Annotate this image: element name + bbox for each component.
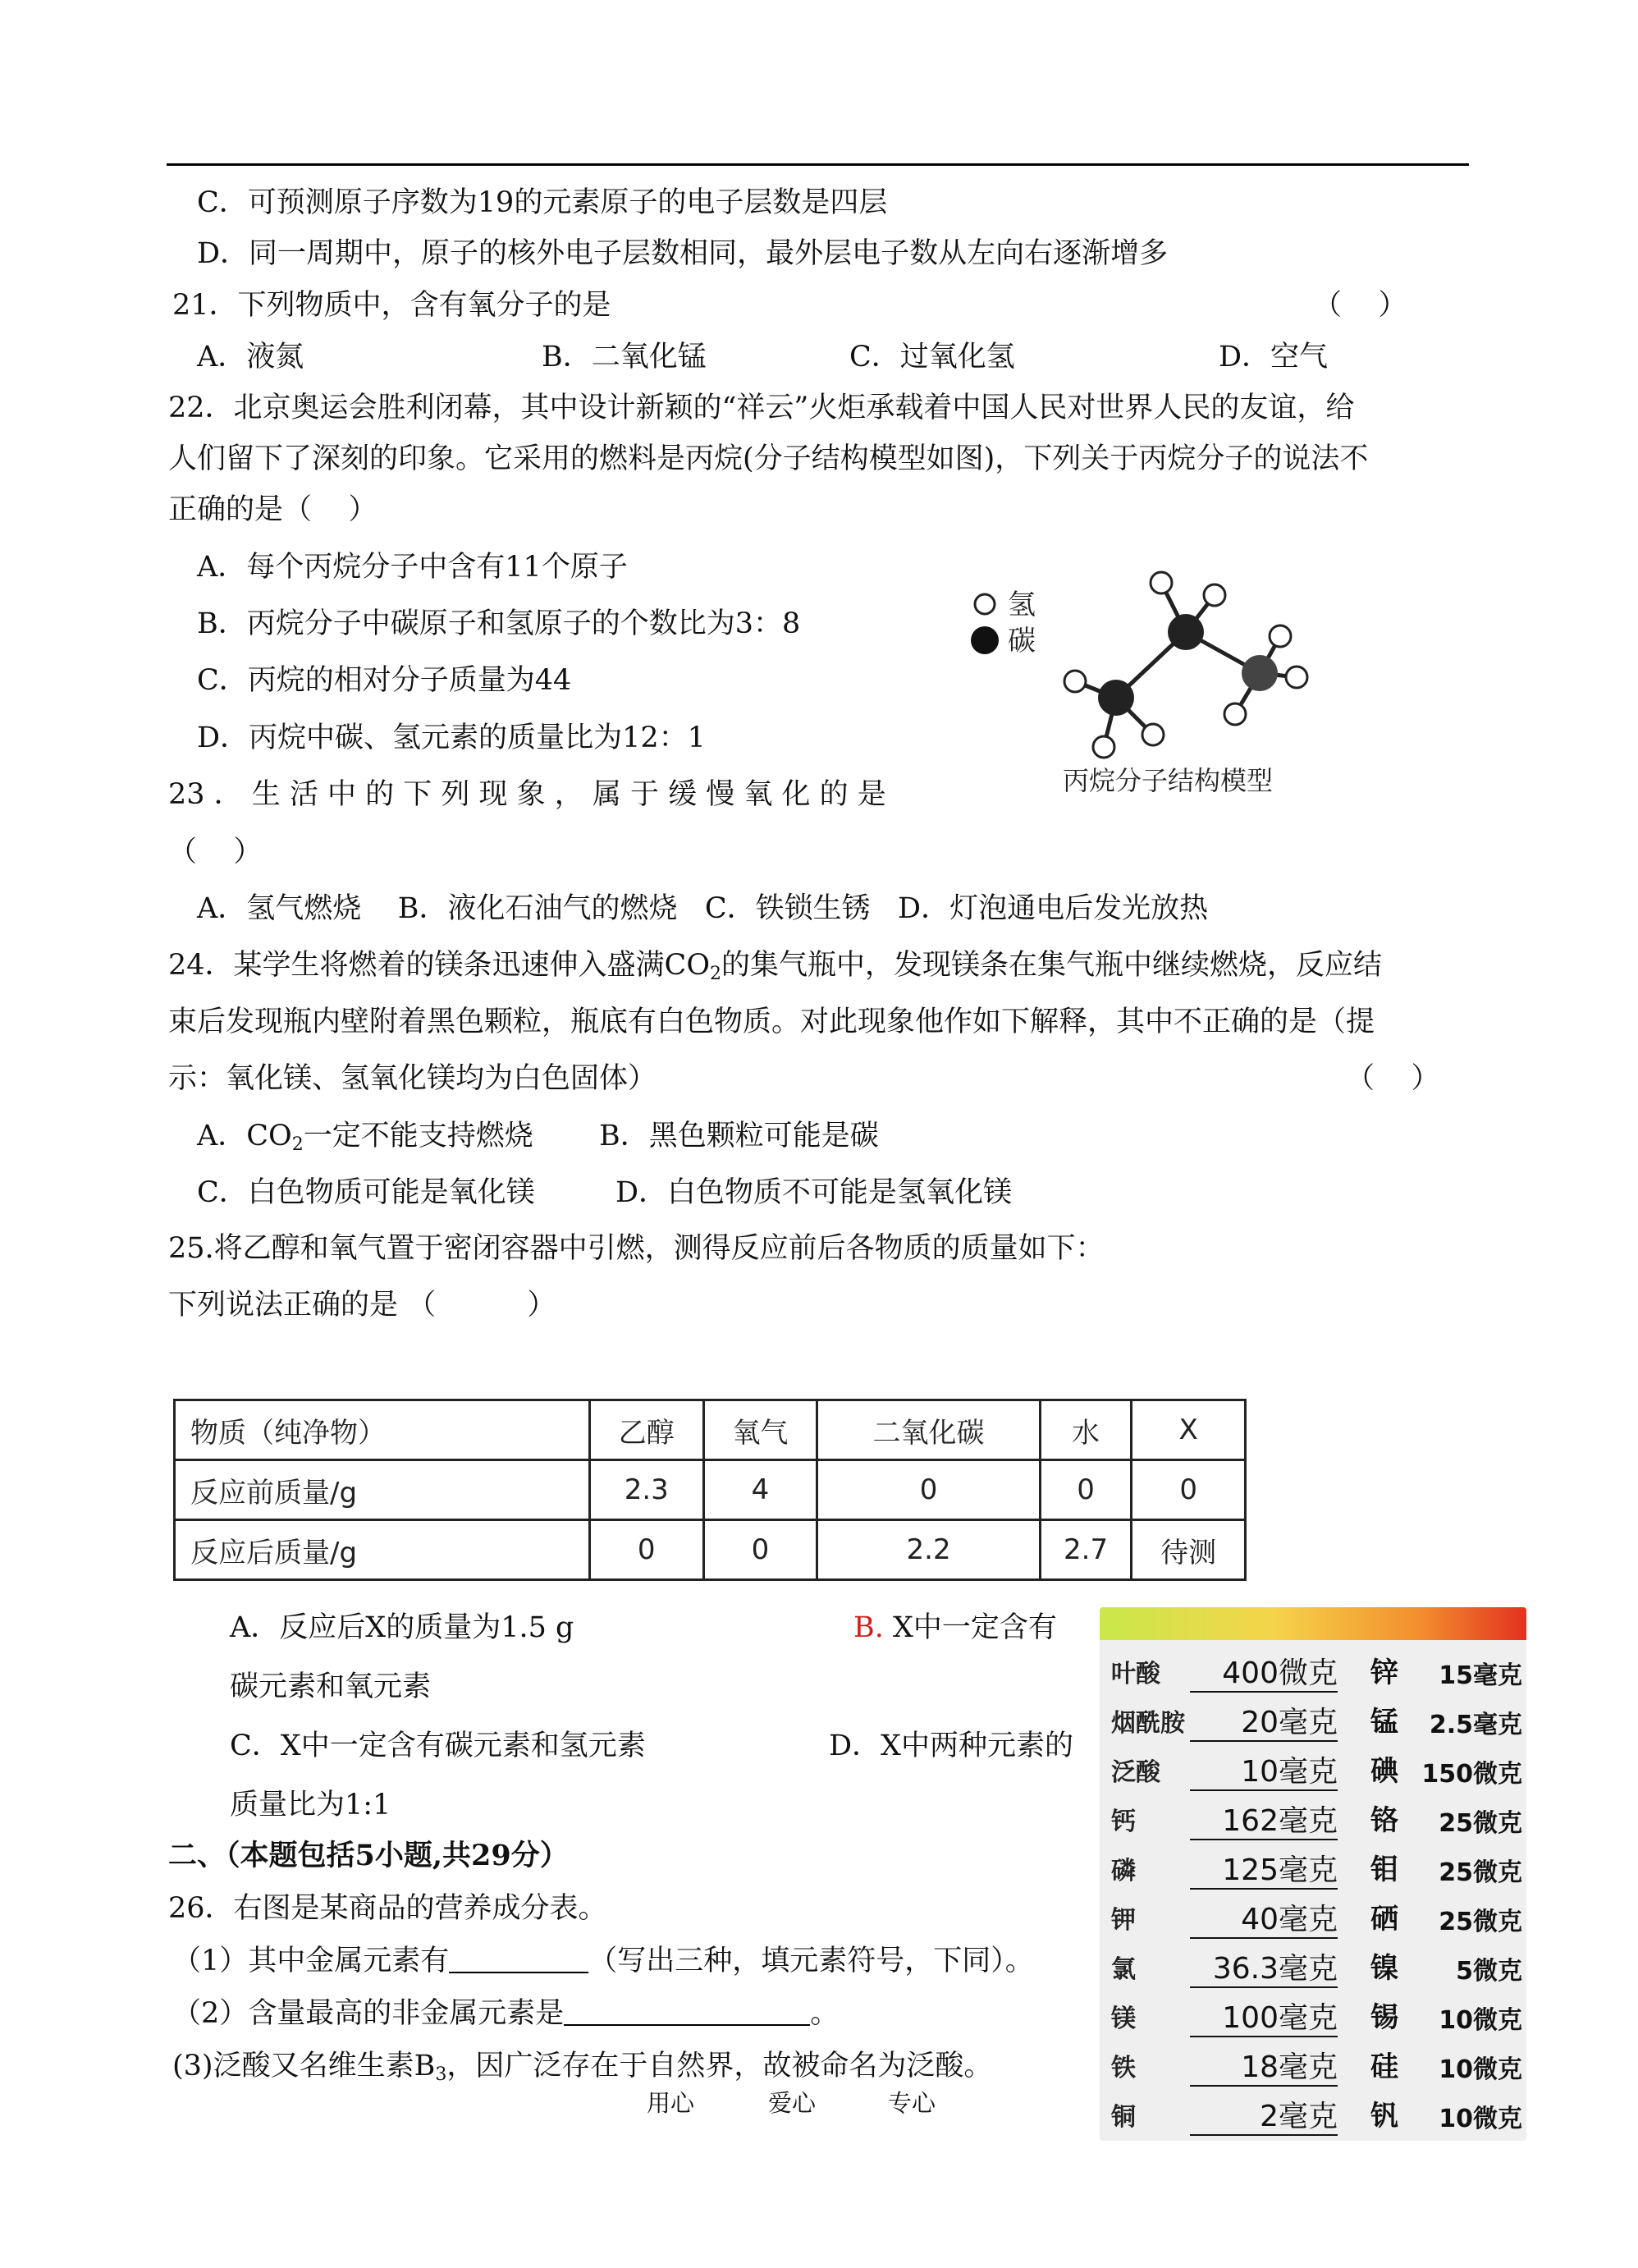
nutrition-name-right: 碘 bbox=[1370, 1755, 1398, 1788]
nutrition-name-left: 铁 bbox=[1111, 2054, 1136, 2082]
nutrition-name-left: 氯 bbox=[1111, 1955, 1136, 1984]
table-header-cell: 二氧化碳 bbox=[817, 1400, 1041, 1460]
q22-stem-line3: 正确的是（ ） bbox=[168, 493, 377, 526]
q22-option-c: C．丙烷的相对分子质量为44 bbox=[197, 664, 572, 697]
table-header-cell: 水 bbox=[1040, 1400, 1131, 1460]
nutrition-name-left: 钙 bbox=[1111, 1808, 1136, 1836]
table-cell: 2.7 bbox=[1040, 1520, 1131, 1580]
nutrition-row bbox=[1100, 2087, 1526, 2137]
q24-answer-paren: （ ） bbox=[1346, 1062, 1440, 1095]
legend-carbon-label: 碳 bbox=[1008, 625, 1036, 657]
nutrition-facts-image bbox=[1100, 1607, 1526, 2141]
q24-stem-line2: 束后发现瓶内壁附着黑色颗粒，瓶底有白色物质。对此现象他作如下解释，其中不正确的是（提 bbox=[168, 1006, 1375, 1038]
footer-word-1: 用心 bbox=[647, 2089, 695, 2117]
table-cell: 4 bbox=[703, 1460, 817, 1520]
carbon-atom-2 bbox=[1168, 614, 1204, 650]
table-cell: 0 bbox=[817, 1460, 1041, 1520]
table-cell: 0 bbox=[1040, 1460, 1131, 1520]
q25-option-c: C．X中一定含有碳元素和氢元素 bbox=[230, 1730, 646, 1762]
q22-option-d: D．丙烷中碳、氢元素的质量比为12：1 bbox=[197, 722, 706, 754]
nutrition-name-left: 叶酸 bbox=[1111, 1660, 1160, 1688]
q25-option-b-letter: B. bbox=[853, 1611, 884, 1644]
q26-part2-blank[interactable] bbox=[564, 1996, 810, 2026]
nutrition-value-left: 18毫克 bbox=[1241, 2050, 1338, 2084]
table-cell: 2.2 bbox=[817, 1520, 1041, 1580]
nutrition-value-left: 400微克 bbox=[1222, 1656, 1338, 1690]
nutrition-name-right: 镍 bbox=[1370, 1952, 1398, 1985]
nutrition-value-left: 20毫克 bbox=[1241, 1706, 1338, 1739]
table-header-cell: 氧气 bbox=[703, 1400, 817, 1460]
q22-stem-line2: 人们留下了深刻的印象。它采用的燃料是丙烷(分子结构模型如图)，下列关于丙烷分子的说法不 bbox=[168, 442, 1369, 475]
propane-model-svg bbox=[960, 558, 1387, 804]
nutrition-value-right: 150微克 bbox=[1421, 1760, 1522, 1789]
q21-option-b: B．二氧化锰 bbox=[542, 341, 707, 373]
table-header-cell: 物质（纯净物） bbox=[175, 1400, 590, 1460]
nutrition-value-right: 25微克 bbox=[1439, 1809, 1522, 1838]
q25-ask: 下列说法正确的是 （ ） bbox=[168, 1289, 556, 1322]
q25-stem: 25.将乙醇和氧气置于密闭容器中引燃，测得反应前后各物质的质量如下： bbox=[168, 1232, 1105, 1265]
q24-option-d: D．白色物质不可能是氢氧化镁 bbox=[615, 1176, 1013, 1209]
table-row bbox=[175, 1460, 1246, 1520]
q26-stem: 26．右图是某商品的营养成分表。 bbox=[168, 1892, 607, 1925]
nutrition-row bbox=[1100, 1988, 1526, 2039]
q24-option-a: A．$CO_2$一定不能支持燃烧 bbox=[197, 1120, 533, 1155]
nutrition-name-right: 锰 bbox=[1370, 1706, 1398, 1739]
footer-word-2: 爱心 bbox=[768, 2089, 817, 2117]
nutrition-row bbox=[1100, 1791, 1526, 1842]
q21-option-d: D．空气 bbox=[1219, 341, 1329, 373]
nutrition-name-right: 钼 bbox=[1370, 1853, 1398, 1886]
table-row bbox=[175, 1520, 1246, 1580]
nutrition-value-right: 15毫克 bbox=[1439, 1661, 1522, 1690]
q25-option-d: D．X中两种元素的 bbox=[829, 1730, 1073, 1762]
nutrition-name-left: 铜 bbox=[1111, 2103, 1136, 2132]
nutrition-name-left: 烟酰胺 bbox=[1111, 1709, 1185, 1738]
q21-option-c: C．过氧化氢 bbox=[849, 341, 1015, 373]
q25-option-d-cont: 质量比为1:1 bbox=[230, 1789, 391, 1821]
legend-hydrogen-label: 氢 bbox=[1008, 589, 1036, 621]
nutrition-row bbox=[1100, 1890, 1526, 1940]
nutrition-name-right: 铬 bbox=[1370, 1804, 1398, 1837]
q20-option-c: C．可预测原子序数为19的元素原子的电子层数是四层 bbox=[197, 186, 888, 219]
figure-caption: 丙烷分子结构模型 bbox=[1063, 765, 1274, 796]
q22-option-a: A．每个丙烷分子中含有11个原子 bbox=[197, 551, 628, 584]
q24-option-c: C．白色物质可能是氧化镁 bbox=[197, 1176, 535, 1209]
nutrition-name-left: 泛酸 bbox=[1111, 1758, 1160, 1787]
table-header-cell: X bbox=[1132, 1400, 1246, 1460]
q23-options: A．氢气燃烧 B．液化石油气的燃烧 C．铁锁生锈 D．灯泡通电后发光放热 bbox=[197, 892, 1209, 925]
nutrition-value-left: 40毫克 bbox=[1241, 1903, 1338, 1936]
q26-part1-blank[interactable] bbox=[449, 1944, 588, 1973]
nutrition-value-left: 36.3毫克 bbox=[1212, 1952, 1338, 1986]
nutrition-name-right: 硅 bbox=[1370, 2050, 1398, 2083]
reaction-mass-table bbox=[173, 1399, 1247, 1581]
nutrition-row-underline bbox=[1190, 2134, 1338, 2136]
q22-option-b: B．丙烷分子中碳原子和氢原子的个数比为3：8 bbox=[197, 607, 801, 640]
table-cell: 反应后质量/g bbox=[175, 1520, 590, 1580]
q24-stem-line1: 24．某学生将燃着的镁条迅速伸入盛满$CO_2$的集气瓶中，发现镁条在集气瓶中继续燃烧，反应结 bbox=[168, 949, 1383, 984]
carbon-atom-1 bbox=[1098, 680, 1134, 716]
nutrition-name-right: 锡 bbox=[1370, 2001, 1398, 2034]
legend-hydrogen-swatch bbox=[975, 594, 995, 614]
q24-stem-line3: 示：氧化镁、氢氧化镁均为白色固体） bbox=[168, 1062, 657, 1095]
table-cell: 待测 bbox=[1132, 1520, 1246, 1580]
q23-answer-paren: （ ） bbox=[168, 836, 263, 868]
nutrition-row bbox=[1100, 1693, 1526, 1743]
nutrition-name-right: 钒 bbox=[1370, 2100, 1398, 2133]
nutrition-value-left: 100毫克 bbox=[1222, 2001, 1338, 2035]
nutrition-value-right: 10微克 bbox=[1439, 2105, 1522, 2133]
table-header-row bbox=[175, 1400, 1246, 1460]
q24-option-b: B．黑色颗粒可能是碳 bbox=[599, 1120, 879, 1152]
q25-option-a: A．反应后X的质量为1.5 g bbox=[230, 1611, 574, 1644]
nutrition-value-right: 10微克 bbox=[1439, 2006, 1522, 2035]
nutrition-row bbox=[1100, 1939, 1526, 1990]
q23-stem-line1: 23 ． 生 活 中 的 下 列 现 象 ， 属 于 缓 慢 氧 化 的 是 bbox=[168, 778, 886, 811]
nutrition-row bbox=[1100, 2037, 1526, 2088]
nutrition-value-right: 25微克 bbox=[1439, 1908, 1522, 1936]
nutrition-value-right: 5微克 bbox=[1456, 1957, 1522, 1986]
q26-part3: (3)泛酸又名维生素$B_3$，因广泛存在于自然界，故被命名为泛酸。 bbox=[172, 2050, 993, 2085]
nutrition-row bbox=[1100, 1840, 1526, 1891]
section-2-title: 二、（本题包括5小题,共29分） bbox=[168, 1839, 569, 1872]
nutrition-name-left: 钾 bbox=[1111, 1906, 1136, 1935]
q26-part1: （1）其中金属元素有 （写出三种，填元素符号，下同）。 bbox=[172, 1945, 1034, 1977]
nutrition-header-bar bbox=[1100, 1607, 1526, 1640]
table-cell: 反应前质量/g bbox=[175, 1460, 590, 1520]
q22-stem-line1: 22．北京奥运会胜利闭幕，其中设计新颖的“祥云”火炬承载着中国人民对世界人民的友谊，给 bbox=[168, 392, 1355, 424]
nutrition-name-left: 镁 bbox=[1111, 2005, 1136, 2033]
q21-option-a: A．液氮 bbox=[197, 341, 304, 373]
table-cell: 0 bbox=[703, 1520, 817, 1580]
q25-option-b-cont: 碳元素和氧元素 bbox=[230, 1670, 432, 1703]
nutrition-value-left: 125毫克 bbox=[1222, 1853, 1338, 1887]
q21-answer-paren: （ ） bbox=[1313, 289, 1407, 322]
q21-stem: 21．下列物质中，含有氧分子的是 bbox=[172, 289, 611, 322]
nutrition-value-left: 162毫克 bbox=[1222, 1804, 1338, 1838]
q20-option-d: D．同一周期中，原子的核外电子层数相同，最外层电子数从左向右逐渐增多 bbox=[197, 237, 1169, 270]
nutrition-name-right: 硒 bbox=[1370, 1903, 1398, 1936]
footer-word-3: 专心 bbox=[888, 2089, 936, 2117]
table-cell: 0 bbox=[589, 1520, 703, 1580]
table-cell: 2.3 bbox=[589, 1460, 703, 1520]
legend-carbon-swatch bbox=[971, 626, 999, 654]
nutrition-name-left: 磷 bbox=[1111, 1857, 1136, 1885]
nutrition-value-left: 10毫克 bbox=[1241, 1755, 1338, 1789]
nutrition-value-right: 25微克 bbox=[1439, 1858, 1522, 1887]
q26-part2: （2）含量最高的非金属元素是 。 bbox=[172, 1997, 840, 2030]
nutrition-value-right: 10微克 bbox=[1439, 2055, 1522, 2084]
nutrition-row bbox=[1100, 1742, 1526, 1793]
nutrition-row bbox=[1100, 1643, 1526, 1694]
table-header-cell: 乙醇 bbox=[589, 1400, 703, 1460]
q25-option-b: B. X中一定含有 bbox=[853, 1611, 1057, 1644]
header-rule bbox=[167, 163, 1469, 166]
propane-model-figure bbox=[960, 558, 1387, 804]
nutrition-name-right: 锌 bbox=[1370, 1656, 1398, 1689]
nutrition-value-left: 2毫克 bbox=[1260, 2100, 1338, 2133]
carbon-atom-3 bbox=[1242, 655, 1278, 691]
table-cell: 0 bbox=[1132, 1460, 1246, 1520]
nutrition-value-right: 2.5毫克 bbox=[1429, 1711, 1522, 1739]
